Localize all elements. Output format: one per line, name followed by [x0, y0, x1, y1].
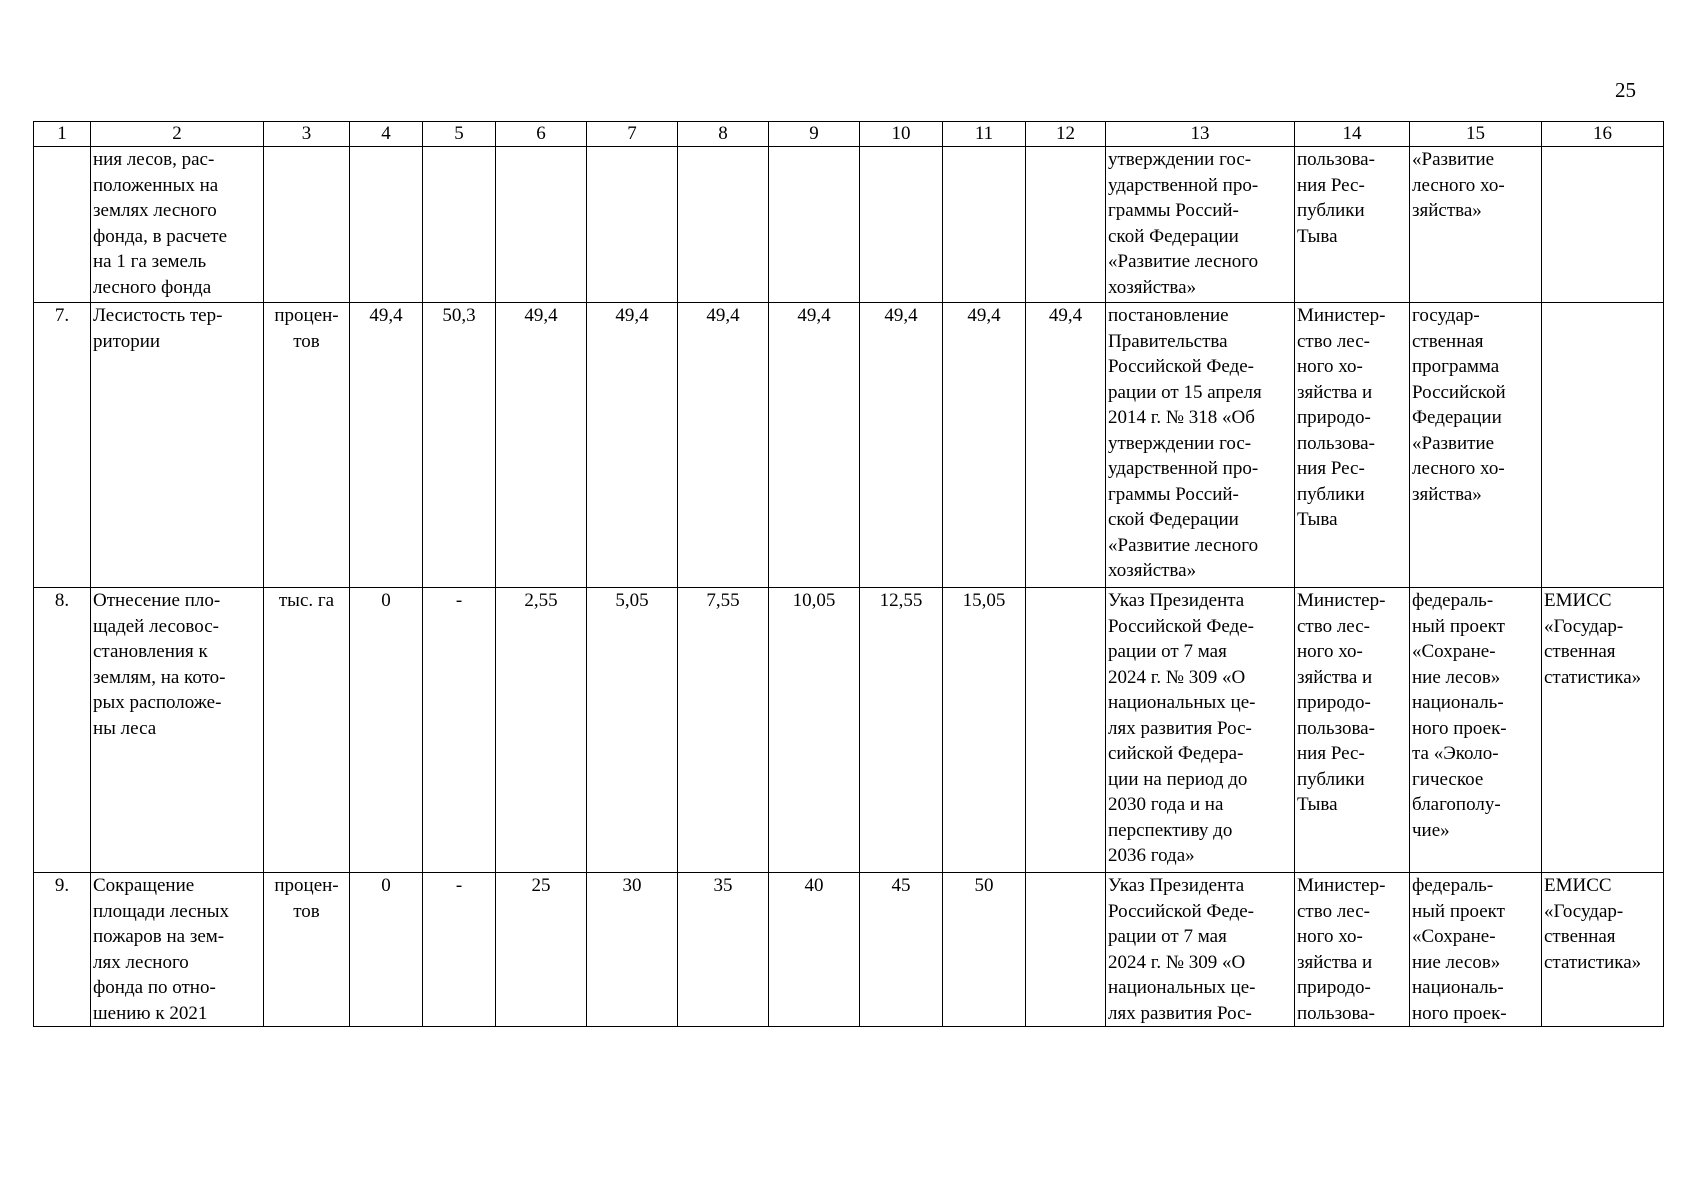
page-number: 25 — [1615, 78, 1636, 102]
value-cell — [423, 147, 496, 303]
unit-cell — [264, 147, 350, 303]
program-cell: «Развитие лесного хо- зяйства» — [1410, 147, 1542, 303]
legal-document-cell: Указ Президента Российской Феде- рации от 7 мая 2024 г. № 309 «О национальных це- лях развития Рос- сийской Федера- ции на период до 2030 года и на перспективу до 2036 года» — [1106, 588, 1295, 873]
legal-document-cell: утверждении гос- ударственной про- граммы Россий- ской Федерации «Развитие лесного хозяйства» — [1106, 147, 1295, 303]
value-cell: 49,4 — [860, 303, 943, 588]
value-cell — [350, 147, 423, 303]
header-cell: 4 — [350, 122, 423, 147]
table-row — [34, 147, 1664, 303]
source-cell — [1542, 147, 1664, 303]
unit-cell: процен- тов — [264, 873, 350, 1027]
row-number: 8. — [34, 588, 91, 873]
table-row — [34, 303, 1664, 588]
value-cell: 0 — [350, 588, 423, 873]
header-cell: 15 — [1410, 122, 1542, 147]
value-cell — [1026, 588, 1106, 873]
value-cell: 12,55 — [860, 588, 943, 873]
header-cell: 1 — [34, 122, 91, 147]
value-cell: 0 — [350, 873, 423, 1027]
value-cell — [860, 147, 943, 303]
value-cell: 7,55 — [678, 588, 769, 873]
table-row — [34, 588, 1664, 873]
unit-cell: процен- тов — [264, 303, 350, 588]
indicator-name: Сокращение площади лесных пожаров на зем- лях лесного фонда по отно- шению к 2021 — [91, 873, 264, 1027]
value-cell: 49,4 — [769, 303, 860, 588]
value-cell: 2,55 — [496, 588, 587, 873]
indicators-table — [33, 121, 1664, 1027]
value-cell — [496, 147, 587, 303]
responsible-cell: Министер- ство лес- ного хо- зяйства и природо- пользова- ния Рес- публики Тыва — [1295, 588, 1410, 873]
header-cell: 12 — [1026, 122, 1106, 147]
row-number: 7. — [34, 303, 91, 588]
responsible-cell: Министер- ство лес- ного хо- зяйства и природо- пользова- ния Рес- публики Тыва — [1295, 303, 1410, 588]
value-cell — [587, 147, 678, 303]
value-cell: - — [423, 873, 496, 1027]
value-cell: 30 — [587, 873, 678, 1027]
indicator-name: ния лесов, рас- положенных на землях лесного фонда, в расчете на 1 га земель лесного фонда — [91, 147, 264, 303]
value-cell: 49,4 — [496, 303, 587, 588]
unit-cell: тыс. га — [264, 588, 350, 873]
value-cell: 49,4 — [943, 303, 1026, 588]
legal-document-cell: постановление Правительства Российской Феде- рации от 15 апреля 2014 г. № 318 «Об утверждении гос- ударственной про- граммы Россий- ской Федерации «Развитие лесного хозяйства» — [1106, 303, 1295, 588]
indicator-name: Лесистость тер- ритории — [91, 303, 264, 588]
source-cell: ЕМИСС «Государ- ственная статистика» — [1542, 588, 1664, 873]
value-cell — [678, 147, 769, 303]
row-number: 9. — [34, 873, 91, 1027]
value-cell — [769, 147, 860, 303]
row-number — [34, 147, 91, 303]
legal-document-cell: Указ Президента Российской Феде- рации от 7 мая 2024 г. № 309 «О национальных це- лях развития Рос- — [1106, 873, 1295, 1027]
program-cell: федераль- ный проект «Сохране- ние лесов» националь- ного проек- — [1410, 873, 1542, 1027]
table-row — [34, 873, 1664, 1027]
header-cell: 13 — [1106, 122, 1295, 147]
value-cell — [1026, 873, 1106, 1027]
value-cell: 15,05 — [943, 588, 1026, 873]
header-cell: 14 — [1295, 122, 1410, 147]
value-cell: - — [423, 588, 496, 873]
responsible-cell: пользова- ния Рес- публики Тыва — [1295, 147, 1410, 303]
program-cell: государ- ственная программа Российской Федерации «Развитие лесного хо- зяйства» — [1410, 303, 1542, 588]
value-cell: 50 — [943, 873, 1026, 1027]
header-cell: 2 — [91, 122, 264, 147]
value-cell: 10,05 — [769, 588, 860, 873]
header-cell: 10 — [860, 122, 943, 147]
value-cell: 5,05 — [587, 588, 678, 873]
value-cell: 49,4 — [350, 303, 423, 588]
value-cell: 50,3 — [423, 303, 496, 588]
header-cell: 7 — [587, 122, 678, 147]
source-cell: ЕМИСС «Государ- ственная статистика» — [1542, 873, 1664, 1027]
header-cell: 5 — [423, 122, 496, 147]
header-cell: 11 — [943, 122, 1026, 147]
value-cell: 25 — [496, 873, 587, 1027]
header-row — [34, 122, 1664, 147]
value-cell: 45 — [860, 873, 943, 1027]
header-cell: 16 — [1542, 122, 1664, 147]
responsible-cell: Министер- ство лес- ного хо- зяйства и природо- пользова- — [1295, 873, 1410, 1027]
value-cell: 49,4 — [587, 303, 678, 588]
header-cell: 9 — [769, 122, 860, 147]
header-cell: 3 — [264, 122, 350, 147]
value-cell: 35 — [678, 873, 769, 1027]
header-cell: 8 — [678, 122, 769, 147]
header-cell: 6 — [496, 122, 587, 147]
indicator-name: Отнесение пло- щадей лесовос- становления к землям, на кото- рых расположе- ны леса — [91, 588, 264, 873]
value-cell: 49,4 — [1026, 303, 1106, 588]
program-cell: федераль- ный проект «Сохране- ние лесов» националь- ного проек- та «Эколо- гическое благополу- чие» — [1410, 588, 1542, 873]
value-cell — [1026, 147, 1106, 303]
value-cell — [943, 147, 1026, 303]
source-cell — [1542, 303, 1664, 588]
value-cell: 40 — [769, 873, 860, 1027]
value-cell: 49,4 — [678, 303, 769, 588]
